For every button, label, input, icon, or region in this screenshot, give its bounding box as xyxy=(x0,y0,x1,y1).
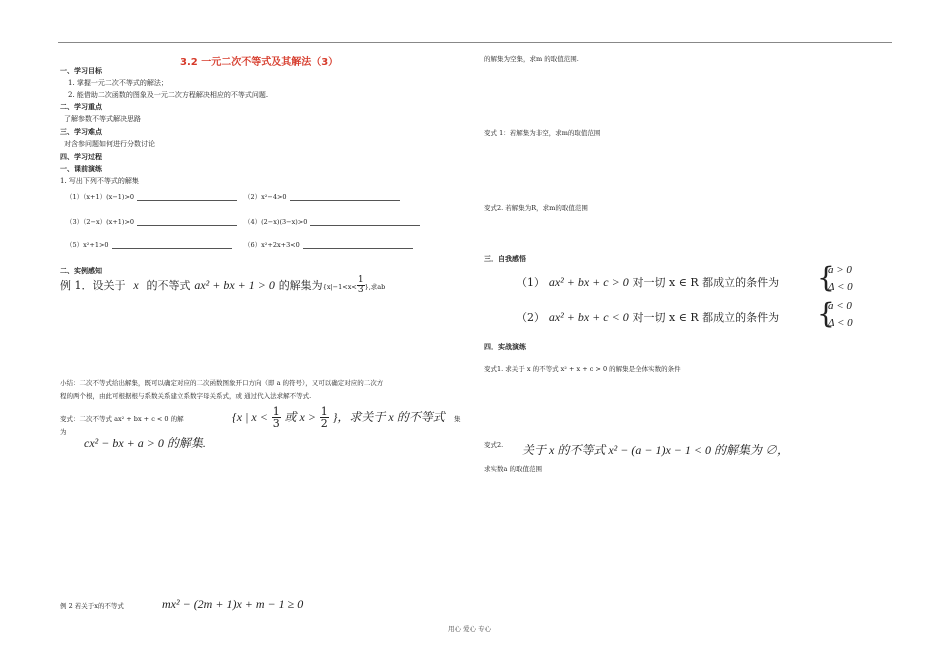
page-title: 3.2 一元二次不等式及其解法（3） xyxy=(180,57,339,68)
section-focus-body: 了解参数不等式解决思路 xyxy=(64,115,141,123)
variant-set: {x | x < $\frac{1}{3}$ 或 x > $\frac{1}{2}$ }，求关于 x 的不等式 xyxy=(232,405,445,430)
practice-2-expression: 关于 x 的不等式 x² − (a − 1)x − 1 < 0 的解集为 ∅， xyxy=(522,443,789,457)
objective-item: 1. 掌握一元二次不等式的解法； xyxy=(68,79,168,87)
section-examples-heading: 二、实例感知 xyxy=(60,267,102,275)
section-objectives-heading: 一、学习目标 xyxy=(60,67,102,75)
page-footer: 用心 爱心 专心 xyxy=(448,625,492,633)
warmup-question: 1. 写出下列不等式的解集 xyxy=(60,177,139,185)
top-rule xyxy=(58,42,892,43)
practice-2-tail: 求实数a 的取值范围 xyxy=(484,465,542,473)
exercise-item: （5）x²+1>0 xyxy=(66,240,232,249)
section-difficulty-body: 对含参问题如何进行分数讨论 xyxy=(64,140,155,148)
variant-expression: cx² − bx + a > 0 的解集. xyxy=(84,436,206,450)
exercise-item: （4）(2−x)(3−x)>0 xyxy=(244,217,420,226)
exercise-item: （3）（2−x）(x+1)>0 xyxy=(66,217,237,226)
condition-2a: a < 0 xyxy=(828,300,852,312)
section-warmup-heading: 一、课前演练 xyxy=(60,165,102,173)
example-2-prefix: 例 2 若关于x的不等式 xyxy=(60,602,124,610)
exercise-item: （2）x²−4>0 xyxy=(244,192,400,201)
variant-wei: 为 xyxy=(60,428,67,436)
brace-1: { xyxy=(817,261,835,294)
exercise-item: （6）x²+2x+3<0 xyxy=(244,240,413,249)
section-focus-heading: 二、学习重点 xyxy=(60,103,102,111)
condition-1b: Δ < 0 xyxy=(828,281,853,293)
section-process-heading: 四、学习过程 xyxy=(60,153,102,161)
variant-1: 变式 1：若解集为非空，求m的取值范围 xyxy=(484,129,601,137)
variant-2: 变式2. 若解集为R，求m的取值范围 xyxy=(484,204,588,212)
condition-1a: a > 0 xyxy=(828,264,852,276)
practice-1: 变式1. 求关于 x 的不等式 x² + x + c > 0 的解集是全体实数的条件 xyxy=(484,365,681,373)
variant-ji: 集 xyxy=(454,415,461,423)
brace-2: { xyxy=(817,297,835,330)
summary-line: 小结：二次不等式给出解集，既可以确定对应的二次函数图象开口方向（即 a 的符号），又可以确定对应的二次方 xyxy=(60,379,384,387)
exercise-item: （1）（x+1）(x−1)>0 xyxy=(66,192,237,201)
right-continuation: 的解集为空集，求m 的取值范围. xyxy=(484,55,579,63)
condition-2b: Δ < 0 xyxy=(828,317,853,329)
practice-2-label: 变式2. xyxy=(484,441,504,449)
variant-intro: 变式：二次不等式 ax² + bx + c < 0 的解 xyxy=(60,415,184,423)
section-reflection-heading: 三．自我感悟 xyxy=(484,255,526,263)
example-2-expression: mx² − (2m + 1)x + m − 1 ≥ 0 xyxy=(162,597,304,611)
reflection-2: （2） ax² + bx + c < 0 对一切 x ∈ R 都成立的条件为 xyxy=(516,310,780,324)
example-1: 例 1．设关于 x 的不等式 ax² + bx + 1 > 0 的解集为{x|−1<x< $\frac{1}{3}$ },求ab xyxy=(60,275,386,295)
section-difficulty-heading: 三、学习难点 xyxy=(60,128,102,136)
summary-line: 程的两个根，由此可根据根与系数关系建立系数字母关系式，或 通过代入法求解不等式. xyxy=(60,392,312,400)
objective-item: 2. 能借助二次函数的图象及一元二次方程解决相应的不等式问题. xyxy=(68,91,269,99)
section-practice-heading: 四．实战演练 xyxy=(484,343,526,351)
reflection-1: （1） ax² + bx + c > 0 对一切 x ∈ R 都成立的条件为 xyxy=(516,275,780,289)
